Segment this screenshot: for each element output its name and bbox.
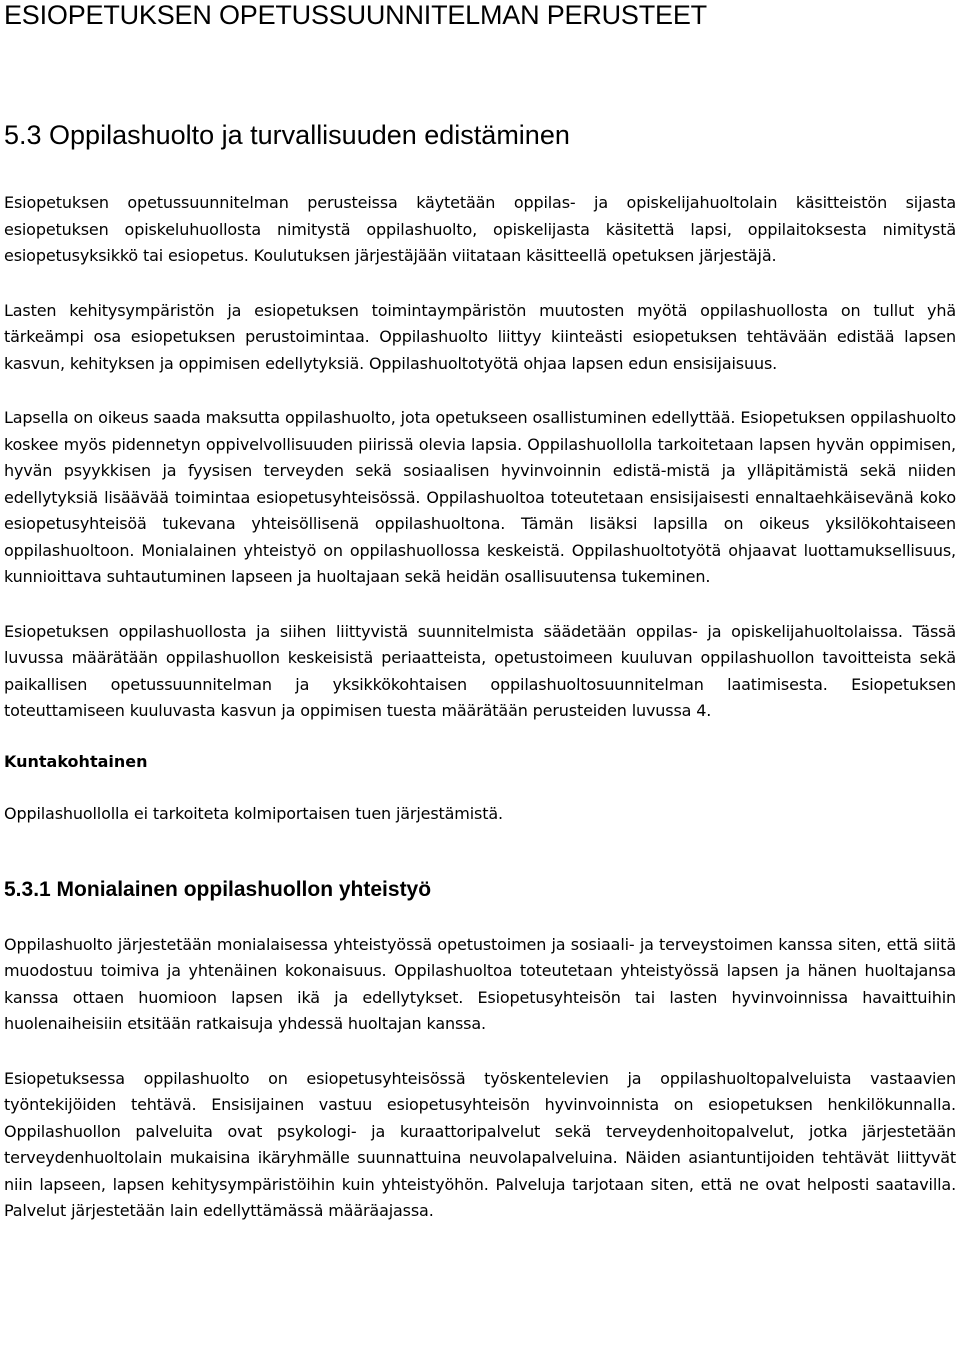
paragraph-kuntakohtainen: Oppilashuollolla ei tarkoiteta kolmiportaisen tuen järjestämistä. [4,804,503,823]
document-title: ESIOPETUKSEN OPETUSSUUNNITELMAN PERUSTEET [4,0,707,30]
subheading-kuntakohtainen: Kuntakohtainen [4,751,148,771]
paragraph-importance: Lasten kehitysympäristön ja esiopetuksen toimintaympäristön muutosten myötä oppilashuollosta on tullut yhä tärkeämpi osa esiopetuksen perustoimintaa. Oppilashuolto liittyy kiinteästi esiopetuksen tehtävään edistää lapsen kasvun, kehityksen ja oppimisen edellytyksiä. Oppilashuoltotyötä ohjaa lapsen edun ensisijaisuus. [4,300,956,373]
paragraph-regulation: Esiopetuksen oppilashuollosta ja siihen liittyvistä suunnitelmista säädetään oppilas- ja opiskelijahuoltolaissa. Tässä luvussa määrätään oppilashuollon keskeisistä periaatteista, opetustoimeen kuuluvan oppilashuollon tavoitteista sekä paikallisen opetussuunnitelman ja yksikkökohtaisen oppilashuoltosuunnitelman laatimisesta. Esiopetuksen toteuttamiseen kuuluvasta kasvun ja oppimisen tuesta määrätään perusteiden luvussa 4. [4,621,956,720]
paragraph-services: Esiopetuksessa oppilashuolto on esiopetusyhteisössä työskentelevien ja oppilashuoltopalveluista vastaavien työntekijöiden tehtävä. Ensisijainen vastuu esiopetusyhteisön hyvinvoinnista on esiopetuksen henkilökunnalla. Oppilashuollon palveluita ovat psykologi- ja kuraattoripalvelut sekä terveydenhoitopalvelut, jotka järjestetään terveydenhuoltolain mukaisina ikäryhmälle suunnattuina neuvolapalveluina. Näiden asiantuntijoiden tehtävät liittyvät niin lapseen, lapsen kehitysympäristöihin kuin yhteistyöhön. Palveluja tarjotaan siten, että ne ovat helposti saatavilla. Palvelut järjestetään lain edellyttämässä määräajassa. [4,1068,956,1220]
section-heading: 5.3 Oppilashuolto ja turvallisuuden edistäminen [4,120,570,150]
paragraph-terminology: Esiopetuksen opetussuunnitelman perusteissa käytetään oppilas- ja opiskelijahuoltolain käsitteistön sijasta esiopetuksen opiskeluhuollosta nimitystä oppilashuolto, opiskelijasta käsitettä lapsi, oppilaitoksesta nimitystä esiopetusyksikkö tai esiopetus. Koulutuksen järjestäjään viitataan käsitteellä opetuksen järjestäjä. [4,193,956,265]
subsection-heading: 5.3.1 Monialainen oppilashuollon yhteistyö [4,877,432,901]
paragraph-cooperation: Oppilashuolto järjestetään monialaisessa yhteistyössä opetustoimen ja sosiaali- ja terveystoimen kanssa siten, että siitä muodostuu toimiva ja yhtenäinen kokonaisuus. Oppilashuoltoa toteutetaan yhteistyössä lapsen ja hänen huoltajansa kanssa ottaen huomioon lapsen ikä ja edellytykset. Esiopetusyhteisön tai lasten hyvinvoinnissa havaittuihin huolenaiheisiin etsitään ratkaisuja yhdessä huoltajan kanssa. [4,934,956,1033]
paragraph-rights: Lapsella on oikeus saada maksutta oppilashuolto, jota opetukseen osallistuminen edellyttää. Esiopetuksen oppilashuolto koskee myös pidennetyn oppivelvollisuuden piirissä olevia lapsia. Oppilashuollolla tarkoitetaan lapsen hyvän oppimisen, hyvän psyykkisen ja fyysisen terveyden sekä sosiaalisen hyvinvoinnin edistä-mistä ja ylläpitämistä sekä niiden edellytyksiä lisäävää toimintaa esiopetusyhteisössä. Oppilashuoltoa toteutetaan ensisijaisesti ennaltaehkäisevänä koko esiopetusyhteisöä tukevana yhteisöllisenä oppilashuoltona. Tämän lisäksi lapsilla on oikeus yksilökohtaiseen oppilashuoltoon. Monialainen yhteistyö on oppilashuollossa keskeistä. Oppilashuoltotyötä ohjaavat luottamuksellisuus, kunnioittava suhtautuminen lapseen ja huoltajaan sekä heidän osallisuutensa tukeminen. [4,408,956,586]
